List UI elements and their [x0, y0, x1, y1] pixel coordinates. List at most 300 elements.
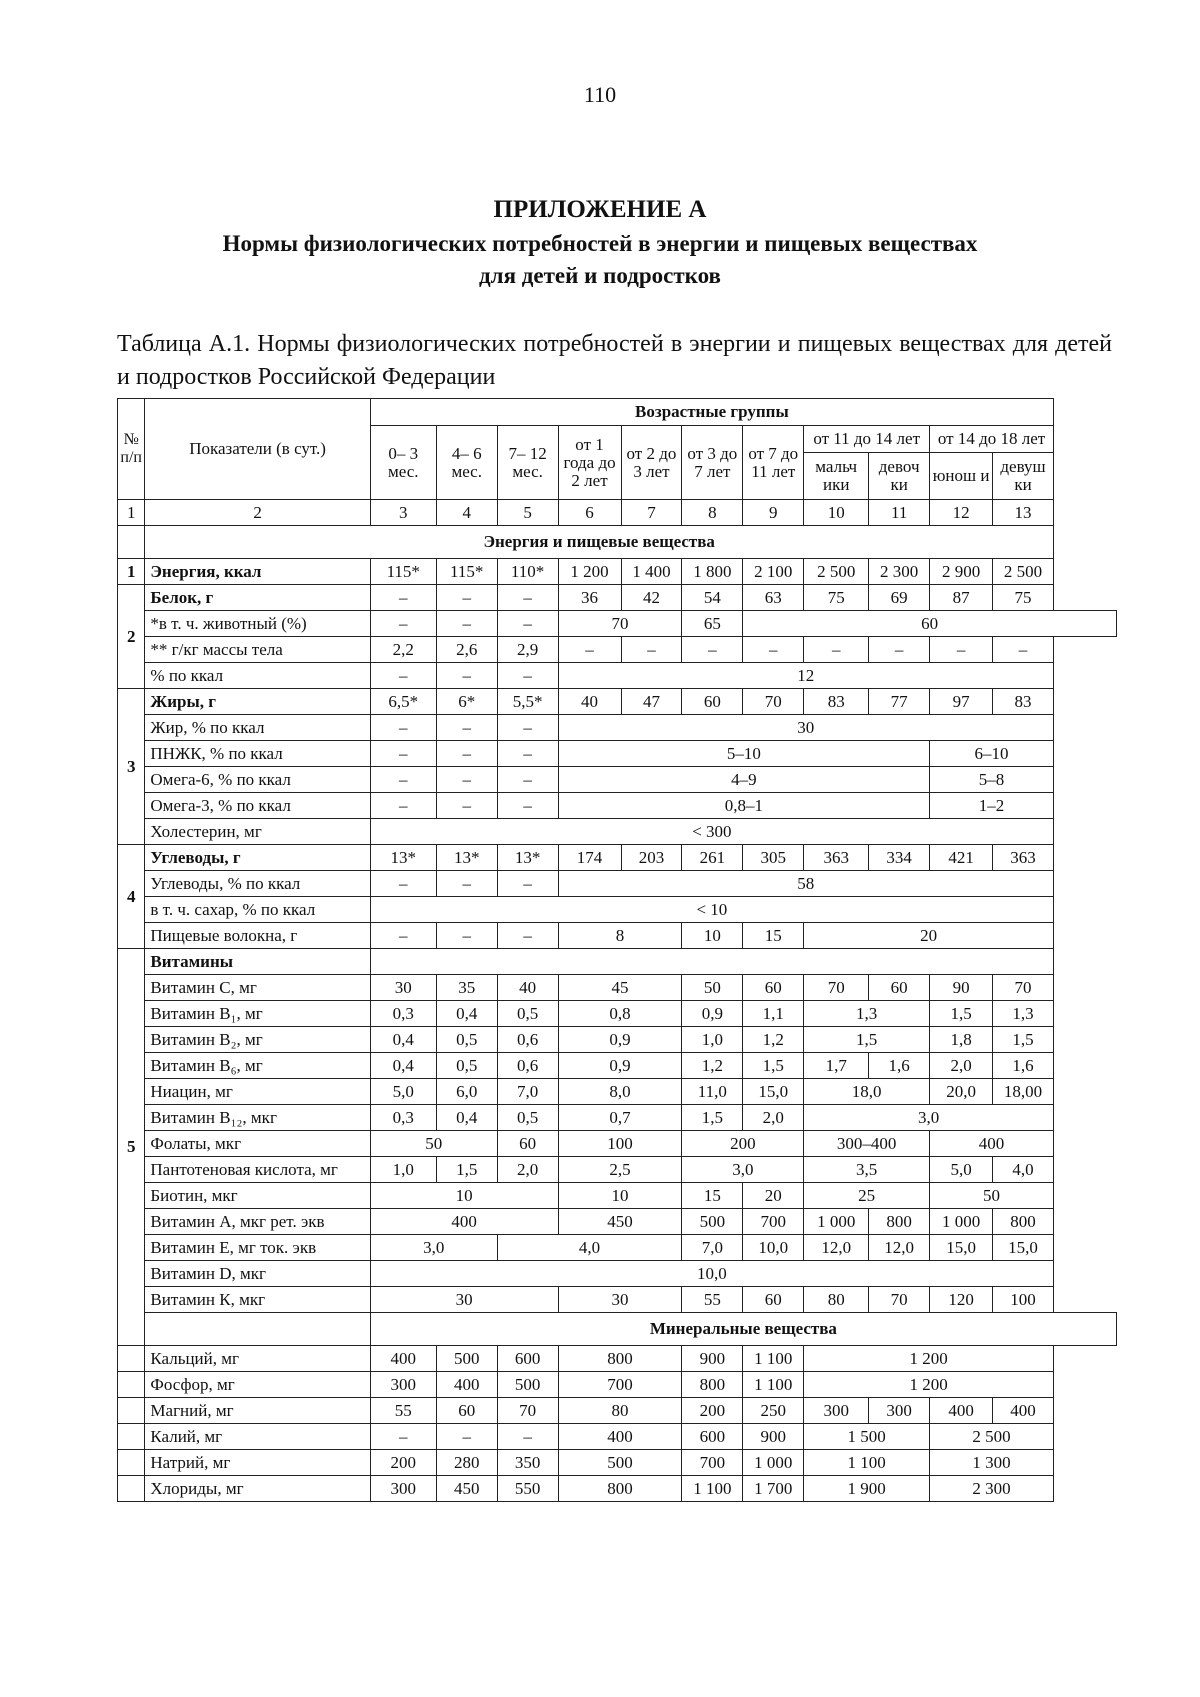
value-cell: 120 [930, 1287, 993, 1313]
value-cell: 54 [682, 585, 743, 611]
row-phosphorus [118, 1372, 1117, 1398]
value-cell: 10 [370, 1183, 558, 1209]
value-cell: 334 [869, 845, 930, 871]
value-cell: 0,9 [558, 1053, 682, 1079]
value-cell: 12,0 [804, 1235, 869, 1261]
value-cell: 2,9 [497, 637, 558, 663]
value-cell: – [497, 585, 558, 611]
value-cell: 1 200 [804, 1372, 1054, 1398]
indicator-label: Витамин В₁₂, мкг [145, 1105, 370, 1131]
row-fat-kcal [118, 715, 1117, 741]
header-boys: мальч ики [804, 453, 869, 500]
value-cell: 63 [743, 585, 804, 611]
value-cell: – [869, 637, 930, 663]
value-cell: 0,4 [370, 1027, 436, 1053]
row-vit-a [118, 1209, 1117, 1235]
value-cell: 280 [436, 1450, 497, 1476]
row-protein-kg [118, 637, 1117, 663]
value-cell: – [370, 663, 436, 689]
indicator-label: Жиры, г [145, 689, 370, 715]
value-cell: 700 [682, 1450, 743, 1476]
value-cell: 1,2 [743, 1027, 804, 1053]
row-pantothenic [118, 1157, 1117, 1183]
value-cell: 10,0 [370, 1261, 1053, 1287]
value-cell: 60 [869, 975, 930, 1001]
value-cell: 60 [497, 1131, 558, 1157]
value-cell: 50 [370, 1131, 497, 1157]
value-cell: 800 [869, 1209, 930, 1235]
value-cell: 0,8–1 [558, 793, 930, 819]
row-vitamins [118, 949, 1117, 975]
value-cell: 55 [682, 1287, 743, 1313]
row-calcium [118, 1346, 1117, 1372]
value-cell: 10,0 [743, 1235, 804, 1261]
indicator-label: Кальций, мг [145, 1346, 370, 1372]
indicator-label: Холестерин, мг [145, 819, 370, 845]
header-age-7-12: 7– 12 мес. [497, 426, 558, 500]
value-cell: 50 [930, 1183, 1054, 1209]
value-cell: 4–9 [558, 767, 930, 793]
value-cell: 300–400 [804, 1131, 930, 1157]
value-cell: 305 [743, 845, 804, 871]
value-cell: 115* [370, 559, 436, 585]
value-cell: 4,0 [497, 1235, 682, 1261]
value-cell: 1,3 [993, 1001, 1054, 1027]
indicator-label: Витамин В₁, мг [145, 1001, 370, 1027]
value-cell: 30 [370, 975, 436, 1001]
indicator-label: Белок, г [145, 585, 370, 611]
value-cell: 900 [743, 1424, 804, 1450]
value-cell: 110* [497, 559, 558, 585]
row-folate [118, 1131, 1117, 1157]
header-indicators: Показатели (в сут.) [145, 399, 370, 500]
value-cell: < 300 [370, 819, 1053, 845]
value-cell: – [804, 637, 869, 663]
column-number-cell: 8 [682, 500, 743, 526]
appendix-title: ПРИЛОЖЕНИЕ А [493, 196, 707, 223]
value-cell: 97 [930, 689, 993, 715]
value-cell: 2,6 [436, 637, 497, 663]
value-cell: 1 400 [621, 559, 682, 585]
value-cell: 0,4 [370, 1053, 436, 1079]
value-cell: – [370, 1424, 436, 1450]
value-cell: 0,8 [558, 1001, 682, 1027]
value-cell: 300 [869, 1398, 930, 1424]
value-cell: 47 [621, 689, 682, 715]
value-cell: 400 [930, 1131, 1054, 1157]
value-cell: – [436, 611, 497, 637]
appendix-subtitle-line-1: Нормы физиологических потребностей в энергии и пищевых веществах [222, 231, 978, 256]
row-number-cell: 1 [118, 559, 145, 585]
column-numbers-row [118, 500, 1117, 526]
indicator-label: Калий, мг [145, 1424, 370, 1450]
value-cell: 0,5 [436, 1027, 497, 1053]
value-cell: – [743, 637, 804, 663]
section-energy-nutrients-title: Энергия и пищевые вещества [145, 526, 1054, 559]
value-cell: 3,0 [682, 1157, 804, 1183]
value-cell: 400 [993, 1398, 1054, 1424]
value-cell: 45 [558, 975, 682, 1001]
value-cell: – [497, 767, 558, 793]
value-cell: 2 900 [930, 559, 993, 585]
indicator-label: % по ккал [145, 663, 370, 689]
value-cell: 12 [558, 663, 1053, 689]
value-cell: 300 [370, 1476, 436, 1502]
value-cell: 2 300 [930, 1476, 1054, 1502]
value-cell: 1 000 [930, 1209, 993, 1235]
header-age-3-7: от 3 до 7 лет [682, 426, 743, 500]
column-number-cell: 11 [869, 500, 930, 526]
value-cell: 12,0 [869, 1235, 930, 1261]
value-cell: 3,5 [804, 1157, 930, 1183]
value-cell: – [497, 715, 558, 741]
row-chlorides [118, 1476, 1117, 1502]
value-cell: 400 [370, 1209, 558, 1235]
value-cell: 2,0 [497, 1157, 558, 1183]
value-cell: 100 [558, 1131, 682, 1157]
value-cell: 90 [930, 975, 993, 1001]
column-number-cell: 10 [804, 500, 869, 526]
indicator-label: Пищевые волокна, г [145, 923, 370, 949]
value-cell: – [497, 1424, 558, 1450]
value-cell: 5–10 [558, 741, 930, 767]
value-cell: – [370, 871, 436, 897]
header-girls: девоч ки [869, 453, 930, 500]
row-number-cell [118, 1476, 145, 1502]
value-cell: – [497, 923, 558, 949]
indicator-label: Омега-3, % по ккал [145, 793, 370, 819]
value-cell: 2,0 [930, 1053, 993, 1079]
row-protein-animal [118, 611, 1117, 637]
value-cell: – [930, 637, 993, 663]
value-cell: 15,0 [930, 1235, 993, 1261]
value-cell: 1,8 [930, 1027, 993, 1053]
value-cell: 70 [497, 1398, 558, 1424]
value-cell: < 10 [370, 897, 1053, 923]
indicator-label: Углеводы, % по ккал [145, 871, 370, 897]
value-cell: 70 [993, 975, 1054, 1001]
value-cell: 75 [804, 585, 869, 611]
value-cell: 80 [558, 1398, 682, 1424]
value-cell: – [370, 741, 436, 767]
value-cell: 5–8 [930, 767, 1054, 793]
value-cell: – [436, 1424, 497, 1450]
column-number-cell: 1 [118, 500, 145, 526]
row-vit-c [118, 975, 1117, 1001]
column-number-cell: 6 [558, 500, 621, 526]
row-number-cell [118, 1346, 145, 1372]
value-cell: 18,0 [804, 1079, 930, 1105]
value-cell: 18,00 [993, 1079, 1054, 1105]
value-cell: 13* [436, 845, 497, 871]
value-cell: 600 [682, 1424, 743, 1450]
value-cell: 421 [930, 845, 993, 871]
appendix-subtitle-line-2: для детей и подростков [479, 263, 721, 288]
value-cell: 1–2 [930, 793, 1054, 819]
value-cell: 1 500 [804, 1424, 930, 1450]
value-cell: – [436, 923, 497, 949]
indicator-label: Витамин В₂, мг [145, 1027, 370, 1053]
value-cell: 60 [743, 1287, 804, 1313]
indicator-label: Фосфор, мг [145, 1372, 370, 1398]
page-number: 110 [583, 82, 617, 107]
value-cell: 4,0 [993, 1157, 1054, 1183]
value-cell: – [558, 637, 621, 663]
value-cell: 363 [804, 845, 869, 871]
row-number-cell [118, 526, 145, 559]
value-cell: 2 100 [743, 559, 804, 585]
row-energy [118, 559, 1117, 585]
indicator-label: Витамин В₆, мг [145, 1053, 370, 1079]
value-cell: 450 [436, 1476, 497, 1502]
header-age-4-6: 4– 6 мес. [436, 426, 497, 500]
header-age-1-2: от 1 года до 2 лет [558, 426, 621, 500]
value-cell: 3,0 [804, 1105, 1054, 1131]
value-cell: 1,0 [370, 1157, 436, 1183]
row-number-cell: 3 [118, 689, 145, 845]
value-cell: 1,2 [682, 1053, 743, 1079]
row-vit-b1 [118, 1001, 1117, 1027]
value-cell: 1,7 [804, 1053, 869, 1079]
column-number-cell: 4 [436, 500, 497, 526]
value-cell: 500 [682, 1209, 743, 1235]
value-cell: 1,1 [743, 1001, 804, 1027]
value-cell: 2 500 [930, 1424, 1054, 1450]
indicator-label: Энергия, ккал [145, 559, 370, 585]
header-age-14-18: от 14 до 18 лет [930, 426, 1054, 453]
header-age-2-3: от 2 до 3 лет [621, 426, 682, 500]
value-cell: 2 500 [804, 559, 869, 585]
value-cell: 400 [436, 1372, 497, 1398]
row-niacin [118, 1079, 1117, 1105]
value-cell: 60 [682, 689, 743, 715]
indicator-label: Пантотеновая кислота, мг [145, 1157, 370, 1183]
value-cell: 70 [804, 975, 869, 1001]
row-vit-d [118, 1261, 1117, 1287]
value-cell: 2,0 [743, 1105, 804, 1131]
indicator-label: Углеводы, г [145, 845, 370, 871]
value-cell: 700 [558, 1372, 682, 1398]
indicator-label: ПНЖК, % по ккал [145, 741, 370, 767]
column-number-cell: 7 [621, 500, 682, 526]
section-minerals-title: Минеральные вещества [370, 1313, 1116, 1346]
row-number-cell [118, 1372, 145, 1398]
value-cell: 2 300 [869, 559, 930, 585]
value-cell: 2,5 [558, 1157, 682, 1183]
value-cell: 1 700 [743, 1476, 804, 1502]
row-number-cell [118, 1424, 145, 1450]
value-cell: 1 000 [743, 1450, 804, 1476]
value-cell: – [497, 793, 558, 819]
indicator-label: Магний, мг [145, 1398, 370, 1424]
value-cell: 0,5 [436, 1053, 497, 1079]
value-cell: 550 [497, 1476, 558, 1502]
header-age-0-3: 0– 3 мес. [370, 426, 436, 500]
value-cell: – [497, 611, 558, 637]
row-omega6 [118, 767, 1117, 793]
value-cell: 60 [743, 611, 1117, 637]
row-number-cell [118, 1398, 145, 1424]
value-cell: 500 [436, 1346, 497, 1372]
value-cell: 35 [436, 975, 497, 1001]
row-number-cell: 2 [118, 585, 145, 689]
value-cell: – [370, 585, 436, 611]
column-number-cell: 12 [930, 500, 993, 526]
value-cell: 15,0 [993, 1235, 1054, 1261]
row-pufa [118, 741, 1117, 767]
header-young-women: девуш ки [993, 453, 1054, 500]
value-cell: 15 [743, 923, 804, 949]
value-cell: 1 200 [558, 559, 621, 585]
norms-table-body [118, 399, 1117, 1502]
value-cell: 0,7 [558, 1105, 682, 1131]
value-cell: 6,0 [436, 1079, 497, 1105]
value-cell: 80 [804, 1287, 869, 1313]
value-cell: 5,0 [930, 1157, 993, 1183]
row-vit-e [118, 1235, 1117, 1261]
value-cell: 0,3 [370, 1105, 436, 1131]
column-number-cell: 3 [370, 500, 436, 526]
value-cell: 5,5* [497, 689, 558, 715]
value-cell: 77 [869, 689, 930, 715]
value-cell: 7,0 [497, 1079, 558, 1105]
row-vit-b12 [118, 1105, 1117, 1131]
value-cell: 0,5 [497, 1105, 558, 1131]
row-fats [118, 689, 1117, 715]
value-cell: 800 [682, 1372, 743, 1398]
value-cell: 55 [370, 1398, 436, 1424]
value-cell: 30 [558, 1287, 682, 1313]
row-vit-b6 [118, 1053, 1117, 1079]
value-cell: 69 [869, 585, 930, 611]
value-cell: 1,5 [743, 1053, 804, 1079]
value-cell: 1,5 [682, 1105, 743, 1131]
value-cell: 0,4 [436, 1105, 497, 1131]
value-cell: 25 [804, 1183, 930, 1209]
indicator-label: Ниацин, мг [145, 1079, 370, 1105]
indicator-label: Витамин А, мкг рет. экв [145, 1209, 370, 1235]
row-protein [118, 585, 1117, 611]
value-cell: – [370, 611, 436, 637]
value-cell: 20 [743, 1183, 804, 1209]
value-cell: 400 [370, 1346, 436, 1372]
value-cell: – [370, 923, 436, 949]
value-cell: – [436, 793, 497, 819]
value-cell: 0,5 [497, 1001, 558, 1027]
value-cell: – [436, 663, 497, 689]
title-block [0, 194, 1200, 292]
value-cell: 30 [558, 715, 1053, 741]
value-cell: 1,6 [869, 1053, 930, 1079]
value-cell: 1,5 [930, 1001, 993, 1027]
indicator-label: Витамин Е, мг ток. экв [145, 1235, 370, 1261]
value-cell: 200 [370, 1450, 436, 1476]
value-cell: – [497, 741, 558, 767]
value-cell: 300 [804, 1398, 869, 1424]
value-cell: 70 [743, 689, 804, 715]
value-cell: 6,5* [370, 689, 436, 715]
row-omega3 [118, 793, 1117, 819]
value-cell: 400 [558, 1424, 682, 1450]
value-cell: 83 [804, 689, 869, 715]
row-sugar [118, 897, 1117, 923]
value-cell: 800 [993, 1209, 1054, 1235]
value-cell: – [436, 871, 497, 897]
value-cell: 1 100 [682, 1476, 743, 1502]
value-cell: 400 [930, 1398, 993, 1424]
value-cell: 75 [993, 585, 1054, 611]
value-cell: 10 [682, 923, 743, 949]
value-cell: 800 [558, 1476, 682, 1502]
value-cell: 36 [558, 585, 621, 611]
indicator-label: Фолаты, мкг [145, 1131, 370, 1157]
value-cell: 70 [869, 1287, 930, 1313]
value-cell: 40 [558, 689, 621, 715]
value-cell: 174 [558, 845, 621, 871]
row-cholesterol [118, 819, 1117, 845]
column-number-cell: 13 [993, 500, 1054, 526]
norms-table [117, 398, 1117, 1502]
value-cell: – [370, 767, 436, 793]
indicator-label: Хлориды, мг [145, 1476, 370, 1502]
value-cell: – [436, 585, 497, 611]
value-cell: 350 [497, 1450, 558, 1476]
value-cell: 50 [682, 975, 743, 1001]
value-cell: 20 [804, 923, 1054, 949]
empty-cell [370, 949, 1053, 975]
value-cell: 1 100 [743, 1346, 804, 1372]
value-cell: – [436, 767, 497, 793]
value-cell: 42 [621, 585, 682, 611]
value-cell: 11,0 [682, 1079, 743, 1105]
value-cell: 60 [436, 1398, 497, 1424]
value-cell: 800 [558, 1346, 682, 1372]
value-cell: 8,0 [558, 1079, 682, 1105]
value-cell: 200 [682, 1131, 804, 1157]
header-age-11-14: от 11 до 14 лет [804, 426, 930, 453]
value-cell: 450 [558, 1209, 682, 1235]
value-cell: 600 [497, 1346, 558, 1372]
value-cell: – [436, 715, 497, 741]
value-cell: 1,5 [993, 1027, 1054, 1053]
indicator-label: Витамин К, мкг [145, 1287, 370, 1313]
value-cell: 2,2 [370, 637, 436, 663]
value-cell: 0,6 [497, 1027, 558, 1053]
value-cell: 87 [930, 585, 993, 611]
row-number-cell [145, 1313, 370, 1346]
header-youths: юнош и [930, 453, 993, 500]
indicator-label: в т. ч. сахар, % по ккал [145, 897, 370, 923]
indicator-label: Биотин, мкг [145, 1183, 370, 1209]
value-cell: 115* [436, 559, 497, 585]
row-number-cell: 5 [118, 949, 145, 1346]
column-number-cell: 9 [743, 500, 804, 526]
value-cell: 200 [682, 1398, 743, 1424]
header-age-7-11: от 7 до 11 лет [743, 426, 804, 500]
value-cell: 40 [497, 975, 558, 1001]
value-cell: 100 [993, 1287, 1054, 1313]
value-cell: 6–10 [930, 741, 1054, 767]
row-vit-b2 [118, 1027, 1117, 1053]
value-cell: 10 [558, 1183, 682, 1209]
value-cell: – [497, 871, 558, 897]
value-cell: 500 [558, 1450, 682, 1476]
value-cell: – [993, 637, 1054, 663]
value-cell: 900 [682, 1346, 743, 1372]
column-number-cell: 2 [145, 500, 370, 526]
value-cell: 2 500 [993, 559, 1054, 585]
value-cell: – [370, 793, 436, 819]
